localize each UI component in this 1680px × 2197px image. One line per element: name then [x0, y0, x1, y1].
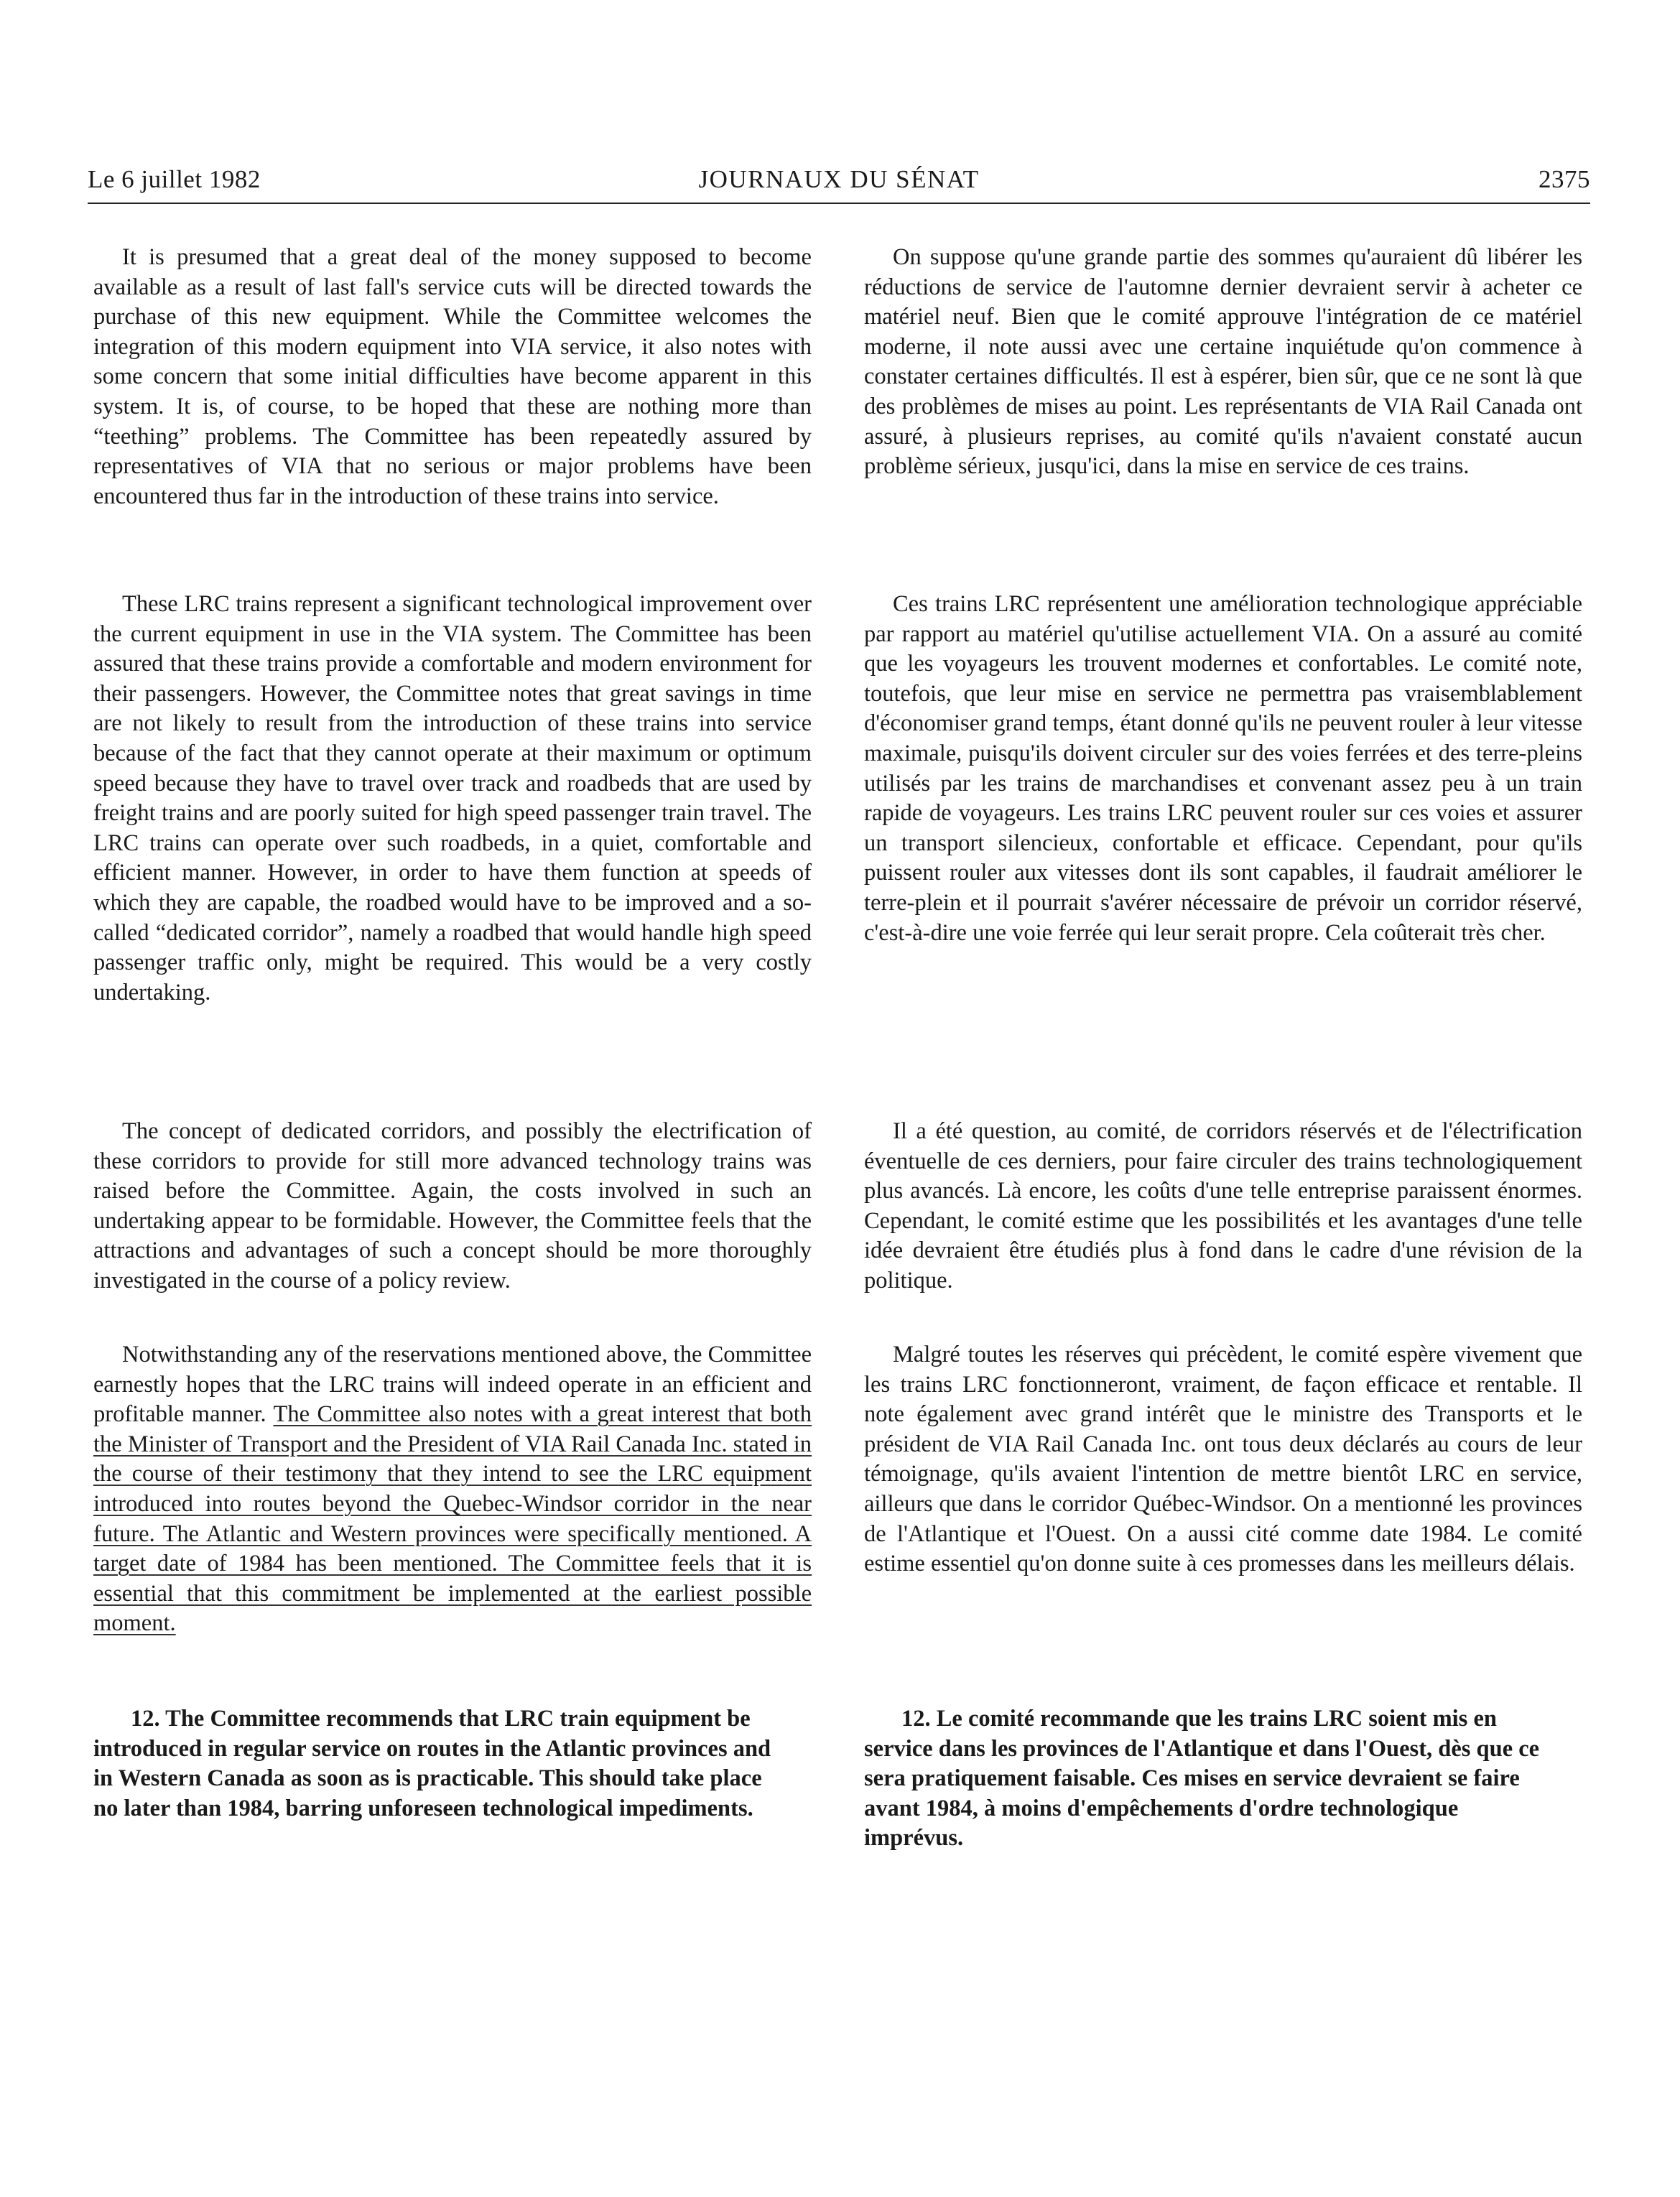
header-page-number: 2375	[1539, 165, 1590, 193]
english-paragraph-1-text: It is presumed that a great deal of the money supposed to become available as a result of last fall's service cuts will be directed towards the purchase of this new equipment. While the Committee welcomes the integration of this modern equipment into VIA service, it also notes with some concern that some initial difficulties have become apparent in this system. It is, of course, to be hoped that these are nothing more than “teething” problems. The Committee has been repeatedly assured by representatives of VIA that no serious or major problems have been encountered thus far in the introduction of these trains into service.	[93, 244, 812, 509]
header-journal-title: JOURNAUX DU SÉNAT	[698, 165, 980, 193]
running-header	[88, 162, 1590, 204]
french-paragraph-3-text: Il a été question, au comité, de corridors réservés et de l'électrification éventuelle de ces derniers, pour faire circuler des trains technologiquement plus avancés. Là encore, les coûts d'une telle entreprise paraissent énormes. Cependant, le comité estime que les possibilités et les avantages d'une telle idée devraient être étudiés plus à fond dans le cadre d'une révision de la politique.	[864, 1118, 1582, 1293]
english-paragraph-1	[93, 243, 812, 511]
french-paragraph-2	[864, 590, 1582, 948]
french-recommendation-text: 12. Le comité recommande que les trains LRC soient mis en service dans les provinces de l'Atlantique et dans l'Ouest, dès que ce sera pratiquement faisable. Ces mises en service devraient se faire avant 1984, à moins d'empêchements d'ordre technologique imprévus.	[864, 1706, 1540, 1852]
french-paragraph-3	[864, 1117, 1582, 1296]
english-recommendation-text: 12. The Committee recommends that LRC train equipment be introduced in regular service on routes in the Atlantic provinces and in Western Canada as soon as is practicable. This should take place no later than 1984, barring unforeseen technological impediments.	[93, 1706, 771, 1821]
header-date: Le 6 juillet 1982	[88, 165, 261, 193]
english-paragraph-3-text: The concept of dedicated corridors, and possibly the electrification of these corridors to provide for still more advanced technology trains was raised before the Committee. Again, the costs involved in such an undertaking appear to be formidable. However, the Committee feels that the attractions and advantages of such a concept should be more thoroughly investigated in the course of a policy review.	[93, 1118, 812, 1293]
english-paragraph-3	[93, 1117, 812, 1296]
french-paragraph-1-text: On suppose qu'une grande partie des sommes qu'auraient dû libérer les réductions de service de l'automne dernier devraient servir à acheter ce matériel neuf. Bien que le comité approuve l'intégration de ce matériel moderne, il note aussi avec une certaine inquiétude qu'on commence à constater certaines difficultés. Il est à espérer, bien sûr, que ce ne sont là que des problèmes de mises au point. Les représentants de VIA Rail Canada ont assuré, à plusieurs reprises, au comité qu'ils n'avaient constaté aucun problème sérieux, jusqu'ici, dans la mise en service de ces trains.	[864, 244, 1582, 480]
french-paragraph-4-text: Malgré toutes les réserves qui précèdent, le comité espère vivement que les trains LRC fonctionneront, vraiment, de façon efficace et rentable. Il note également avec grand intérêt que le ministre des Transports et le président de VIA Rail Canada Inc. ont tous deux déclarés au cours de leur témoignage, qu'ils avaient l'intention de mettre bientôt LRC en service, ailleurs que dans le corridor Québec-Windsor. On a mentionné les provinces de l'Atlantique et l'Ouest. On a aussi cité comme date 1984. Le comité estime essentiel qu'on donne suite à ces promesses dans les meilleurs délais.	[864, 1342, 1582, 1577]
french-paragraph-4	[864, 1340, 1582, 1579]
english-paragraph-4	[93, 1340, 812, 1639]
english-recommendation-12	[93, 1704, 812, 1824]
french-paragraph-2-text: Ces trains LRC représentent une amélioration technologique appréciable par rapport au matériel qu'utilise actuellement VIA. On a assuré au comité que les voyageurs les trouvent modernes et confortables. Le comité note, toutefois, que leur mise en service ne permettra pas vraisemblablement d'économiser grand temps, étant donné qu'ils ne peuvent rouler à leur vitesse maximale, puisqu'ils doivent circuler sur des voies ferrées et des terre-pleins utilisés par les trains de marchandises et convenant assez peu à un train rapide de voyageurs. Les trains LRC peuvent rouler sur ces voies et assurer un transport silencieux, confortable et efficace. Cependant, pour qu'ils puissent rouler aux vitesses dont ils sont capables, il faudrait améliorer le terre-plein et il pourrait s'avérer nécessaire de prévoir un corridor réservé, c'est-à-dire une voie ferrée qui leur serait propre. Cela coûterait très cher.	[864, 591, 1582, 946]
english-paragraph-4-text	[93, 1340, 812, 1639]
english-paragraph-2	[93, 590, 812, 1008]
french-recommendation-12	[864, 1704, 1582, 1854]
english-paragraph-4-underlined: The Committee also notes with a great interest that both the Minister of Transport and the President of VIA Rail Canada Inc. stated in the course of their testimony that they intend to see the LRC equipment introduced into routes beyond the Quebec-Windsor corridor in the near future. The Atlantic and Western provinces were specifically mentioned. A target date of 1984 has been mentioned. The Committee feels that it is essential that this commitment be implemented at the earliest possible moment.	[93, 1401, 812, 1637]
english-paragraph-2-text: These LRC trains represent a significant technological improvement over the current equipment in use in the VIA system. The Committee has been assured that these trains provide a comfortable and modern environment for their passengers. However, the Committee notes that great savings in time are not likely to result from the introduction of these trains into service because of the fact that they cannot operate at their maximum or optimum speed because they have to travel over track and roadbeds that are used by freight trains and are poorly suited for high speed passenger train travel. The LRC trains can operate over such roadbeds, in a quiet, comfortable and efficient manner. However, in order to have them function at speeds of which they are capable, the roadbed would have to be improved and a so-called “dedicated corridor”, namely a roadbed that would handle high speed passenger traffic only, might be required. This would be a very costly undertaking.	[93, 591, 812, 1005]
english-paragraph-4-plain: Notwithstanding any of the reservations mentioned above, the Committee earnestly hopes that the LRC trains will indeed operate in an efficient and profitable manner.	[93, 1342, 812, 1428]
french-paragraph-1	[864, 243, 1582, 482]
